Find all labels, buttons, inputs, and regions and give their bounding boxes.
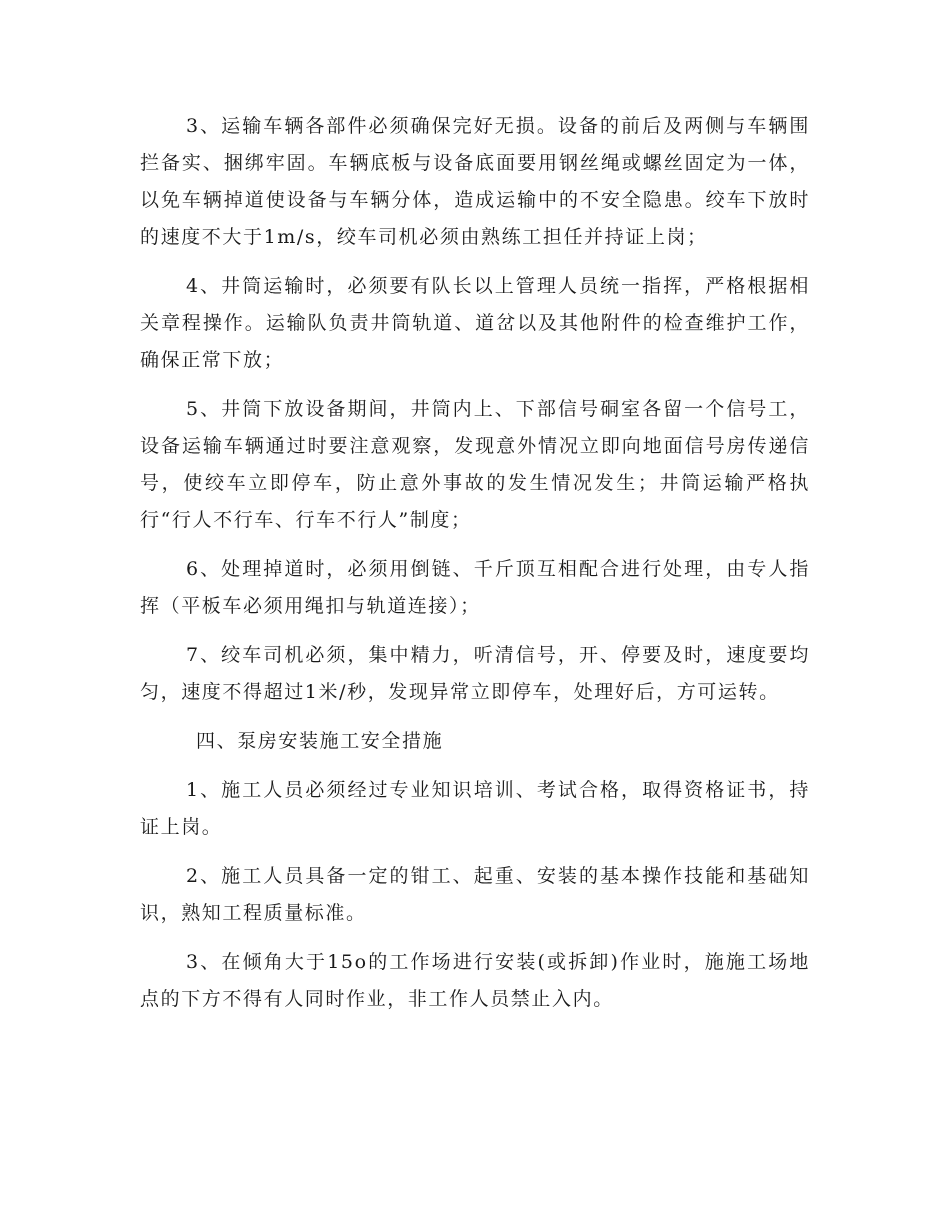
paragraph-4-shaft-transport: 4、井筒运输时，必须要有队长以上管理人员统一指挥，严格根据相关章程操作。运输队负责井筒轨道、道岔以及其他附件的检查维护工作，确保正常下放； — [140, 275, 810, 371]
section-paragraph-1-training: 1、施工人员必须经过专业知识培训、考试合格，取得资格证书，持证上岗。 — [140, 779, 810, 838]
paragraph-6-derailment-handling: 6、处理掉道时，必须用倒链、千斤顶互相配合进行处理，由专人指挥（平板车必须用绳扣与轨道连接）； — [140, 558, 810, 617]
paragraph-3-vehicle-securing: 3、运输车辆各部件必须确保完好无损。设备的前后及两侧与车辆围拦备实、捆绑牢固。车辆底板与设备底面要用钢丝绳或螺丝固定为一体，以免车辆掉道使设备与车辆分体，造成运输中的不安全隐患。绞车下放时的速度不大于1m/s，绞车司机必须由熟练工担任并持证上岗； — [140, 115, 810, 248]
section-paragraph-2-skills: 2、施工人员具备一定的钳工、起重、安装的基本操作技能和基础知识，熟知工程质量标准。 — [140, 865, 810, 924]
document-page — [140, 108, 810, 1030]
paragraph-5-signal-operators: 5、井筒下放设备期间，井筒内上、下部信号硐室各留一个信号工，设备运输车辆通过时要注意观察，发现意外情况立即向地面信号房传递信号，使绞车立即停车，防止意外事故的发生情况发生；井筒运输严格执行“行人不行车、行车不行人”制度； — [140, 398, 810, 531]
section-heading: 四、泵房安装施工安全措施 — [196, 730, 444, 752]
paragraph-7-winch-operator: 7、绞车司机必须，集中精力，听清信号，开、停要及时，速度要均匀，速度不得超过1米/秒，发现异常立即停车，处理好后，方可运转。 — [140, 644, 810, 703]
section-paragraph-3-incline-work: 3、在倾角大于15o的工作场进行安装(或拆卸)作业时，施施工场地点的下方不得有人同时作业，非工作人员禁止入内。 — [140, 951, 810, 1010]
